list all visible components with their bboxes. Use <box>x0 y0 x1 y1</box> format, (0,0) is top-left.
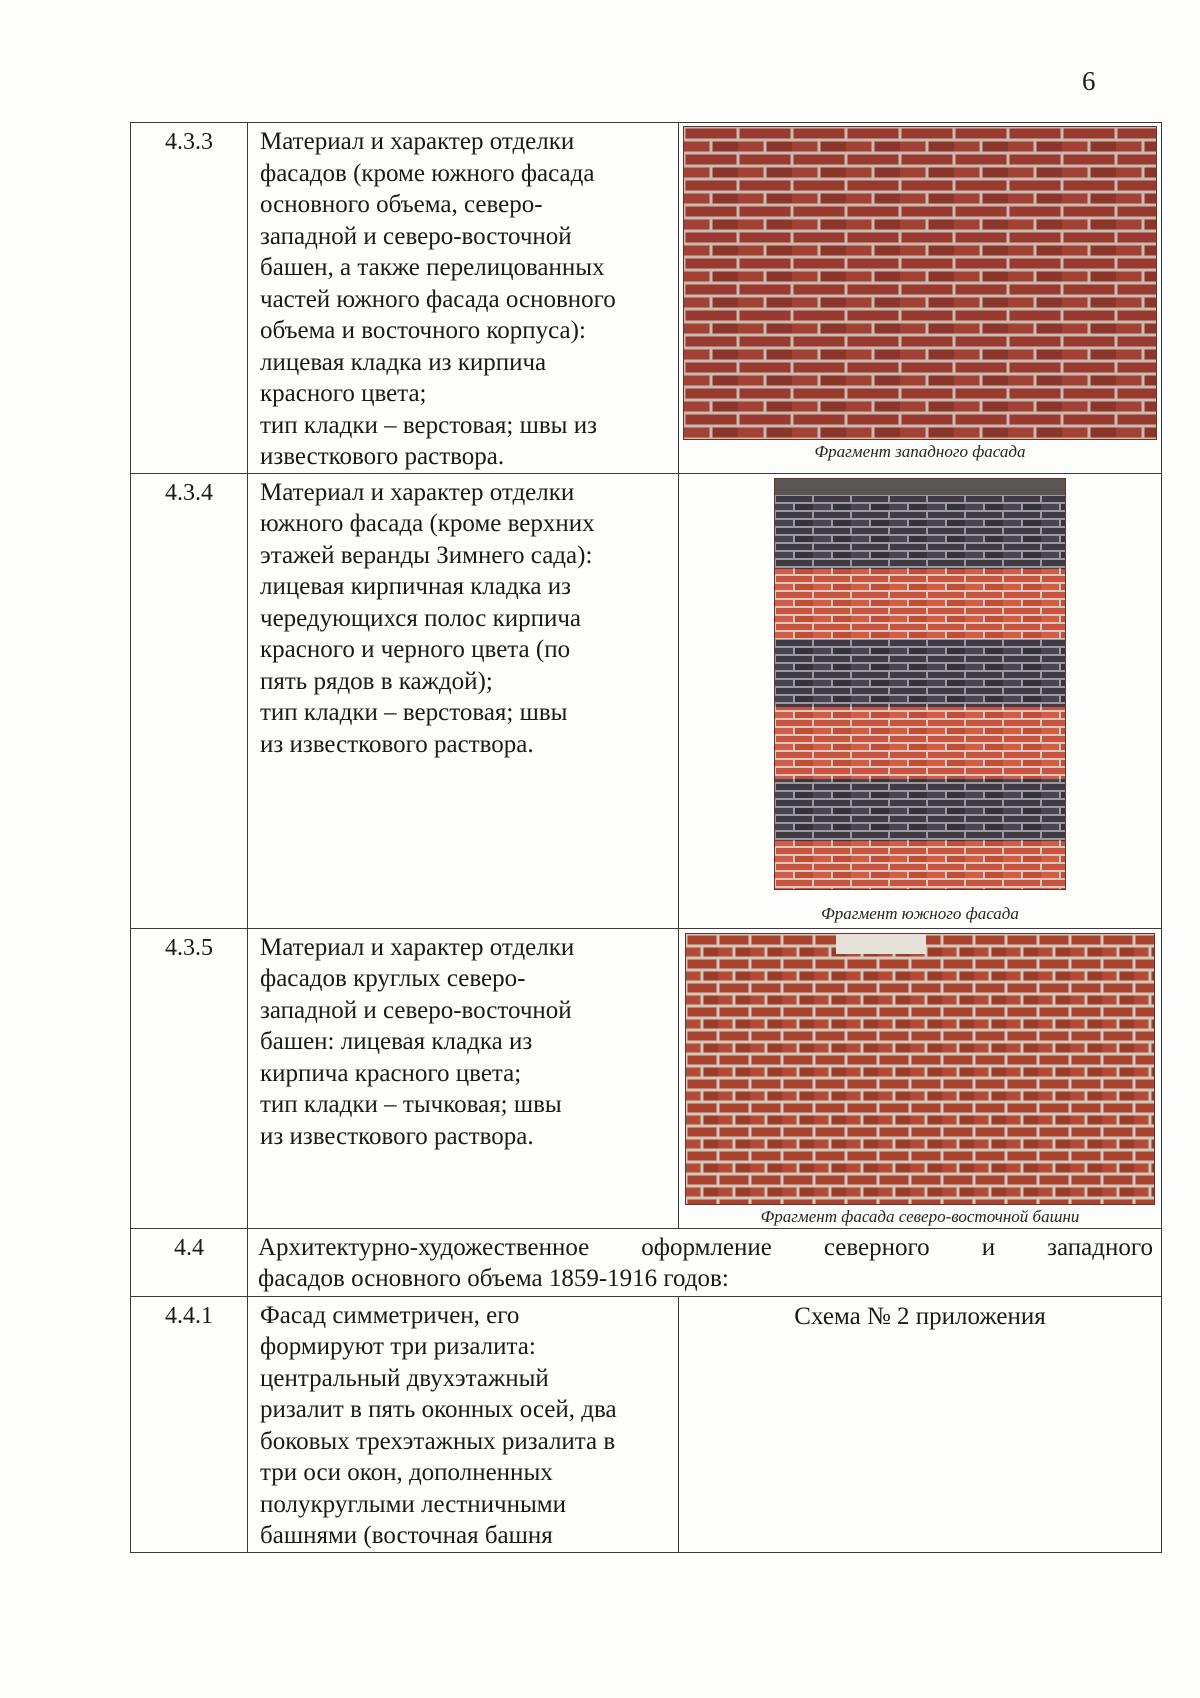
table-row <box>131 123 1162 474</box>
row-number: 4.3.4 <box>131 473 248 928</box>
row-number: 4.3.5 <box>131 928 248 1228</box>
page-number: 6 <box>1082 66 1096 96</box>
table-row <box>131 928 1162 1228</box>
photo-cell <box>679 473 1162 928</box>
row-number: 4.4.1 <box>131 1296 248 1552</box>
section-heading-line-1: Архитектурно-художественное оформление северного и западного <box>258 1233 1153 1261</box>
table-row <box>131 473 1162 928</box>
row-number: 4.3.3 <box>131 123 248 474</box>
photo-cell <box>679 928 1162 1228</box>
reference-cell <box>679 1296 1162 1552</box>
facade-spec-table <box>130 122 1162 1553</box>
section-heading-line-2: фасадов основного объема 1859-1916 годов: <box>258 1264 729 1292</box>
table-row <box>131 1296 1162 1552</box>
row-description: Материал и характер отделки фасадов (кроме южного фасада основного объема, северо- западной и северо-восточной башен, а также перелицованных частей южного фасада основного объема и восточного корпуса): лицевая кладка из кирпича красного цвета; тип кладки – верстовая; швы из известкового раствора. <box>248 123 679 474</box>
south-facade-striped-brick-photo <box>774 478 1066 890</box>
section-heading <box>248 1228 1162 1296</box>
west-facade-brick-photo <box>683 126 1157 440</box>
row-description: Материал и характер отделки фасадов круглых северо- западной и северо-восточной башен: лицевая кладка из кирпича красного цвета; тип кладки – тычковая; швы из известкового раствора. <box>248 928 679 1228</box>
row-number: 4.4 <box>131 1228 248 1296</box>
photo-caption: Фрагмент западного фасада <box>814 442 1026 461</box>
photo-caption: Фрагмент фасада северо-восточной башни <box>760 1206 1080 1226</box>
row-description: Материал и характер отделки южного фасада (кроме верхних этажей веранды Зимнего сада): лицевая кирпичная кладка из чередующихся полос кирпича красного и черного цвета (по пять рядов в каждой); тип кладки – верстовая; швы из известкового раствора. <box>248 473 679 928</box>
northeast-tower-brick-photo <box>685 933 1155 1205</box>
row-description: Фасад симметричен, его формируют три ризалита: центральный двухэтажный ризалит в пять оконных осей, два боковых трехэтажных ризалита в три оси окон, дополненных полукруглыми лестничными башнями (восточная башня <box>248 1296 679 1552</box>
table-row <box>131 1228 1162 1296</box>
photo-cell <box>679 123 1162 474</box>
schema-reference: Схема № 2 приложения <box>794 1302 1046 1330</box>
photo-caption: Фрагмент южного фасада <box>821 903 1019 923</box>
